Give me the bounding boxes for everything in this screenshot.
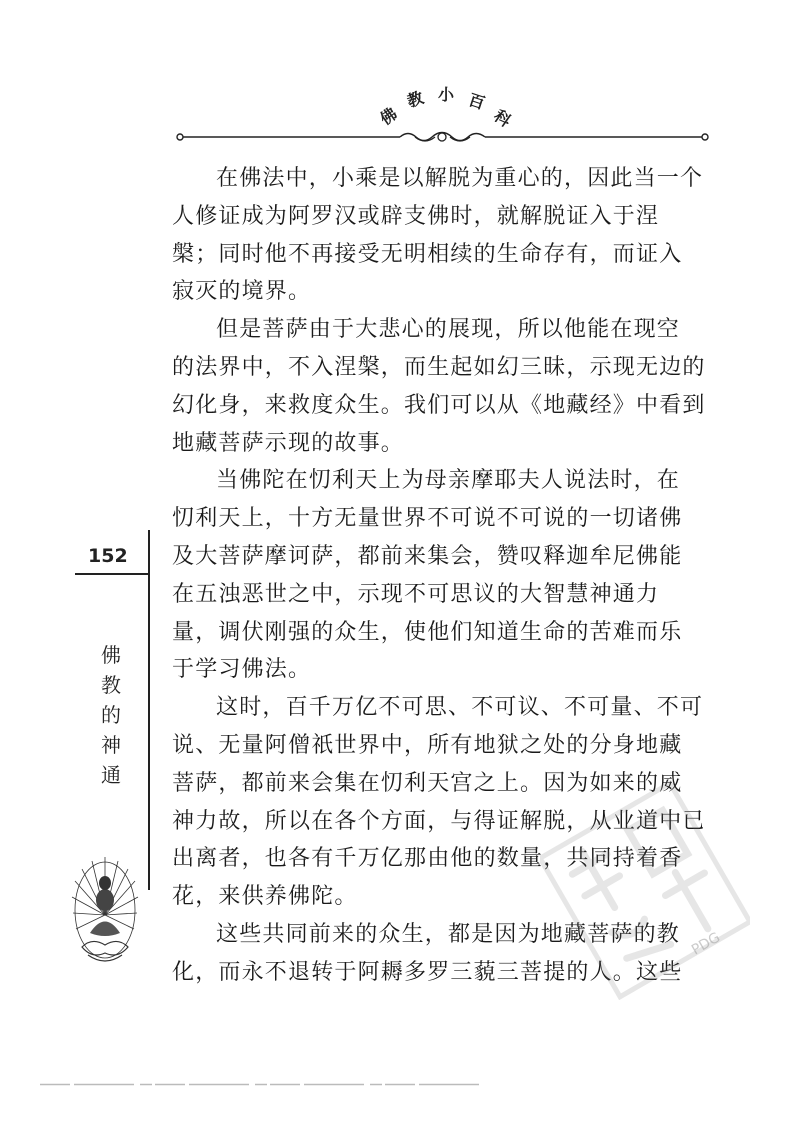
header-char: 科 bbox=[490, 105, 515, 131]
header-char: 教 bbox=[404, 87, 426, 111]
chapter-char: 教 bbox=[101, 673, 121, 697]
chapter-char: 神 bbox=[101, 733, 121, 757]
text-line: 花，来供养佛陀。 bbox=[172, 884, 358, 910]
text-line: 但是菩萨由于大悲心的展现，所以他能在现空 bbox=[216, 317, 681, 343]
footer-scan-rule bbox=[40, 1083, 480, 1086]
chapter-char: 佛 bbox=[101, 643, 121, 667]
page-number-rule bbox=[75, 573, 148, 575]
text-line: 在五浊恶世之中，示现不可思议的大智慧神通力 bbox=[172, 581, 660, 607]
text-line: 菩萨，都前来会集在忉利天宫之上。因为如来的威 bbox=[172, 770, 683, 796]
text-line: 及大菩萨摩诃萨，都前来集会，赞叹释迦牟尼佛能 bbox=[172, 543, 683, 569]
header-ornament-rule bbox=[175, 130, 710, 144]
library-watermark-seal bbox=[540, 780, 750, 1000]
chapter-char: 通 bbox=[101, 763, 121, 787]
header-char: 百 bbox=[466, 89, 488, 113]
text-line: 的法界中，不入涅槃，而生起如幻三昧，示现无边的 bbox=[172, 354, 706, 380]
chapter-title-vertical bbox=[97, 640, 125, 790]
text-line: 槃；同时他不再接受无明相续的生命存有，而证入 bbox=[172, 241, 683, 267]
text-line: 忉利天上，十方无量世界不可说不可说的一切诸佛 bbox=[172, 506, 683, 532]
chapter-char: 的 bbox=[101, 703, 121, 727]
sidebar-vertical-rule bbox=[148, 530, 150, 890]
text-line: 幻化身，来救度众生。我们可以从《地藏经》中看到 bbox=[172, 392, 706, 418]
text-line: 在佛法中，小乘是以解脱为重心的，因此当一个 bbox=[216, 166, 704, 191]
watermark-label: PDG bbox=[689, 929, 724, 959]
header-char: 小 bbox=[438, 85, 455, 104]
text-line: 这时，百千万亿不可思、不可议、不可量、不可 bbox=[216, 695, 704, 721]
text-line: 量，调伏刚强的众生，使他们知道生命的苦难而乐 bbox=[172, 619, 683, 645]
header-char: 佛 bbox=[376, 103, 401, 129]
page-number: 152 bbox=[88, 545, 128, 567]
text-line: 化，而永不退转于阿耨多罗三藐三菩提的人。这些 bbox=[172, 959, 683, 985]
text-line: 于学习佛法。 bbox=[172, 657, 312, 683]
text-line: 说、无量阿僧祇世界中，所有地狱之处的分身地藏 bbox=[172, 732, 683, 758]
text-line: 这些共同前来的众生，都是因为地藏菩萨的教 bbox=[216, 921, 681, 947]
buddha-emblem-icon bbox=[70, 855, 140, 975]
text-line: 神力故，所以在各个方面，与得证解脱，从业道中已 bbox=[172, 808, 706, 834]
text-line: 寂灭的境界。 bbox=[172, 279, 312, 305]
text-line: 地藏菩萨示现的故事。 bbox=[172, 430, 405, 456]
running-header-title bbox=[372, 80, 532, 130]
text-line: 当佛陀在忉利天上为母亲摩耶夫人说法时，在 bbox=[216, 468, 681, 494]
text-line: 人修证成为阿罗汉或辟支佛时，就解脱证入于涅 bbox=[172, 203, 660, 229]
text-line: 出离者，也各有千万亿那由他的数量，共同持着香 bbox=[172, 846, 683, 872]
